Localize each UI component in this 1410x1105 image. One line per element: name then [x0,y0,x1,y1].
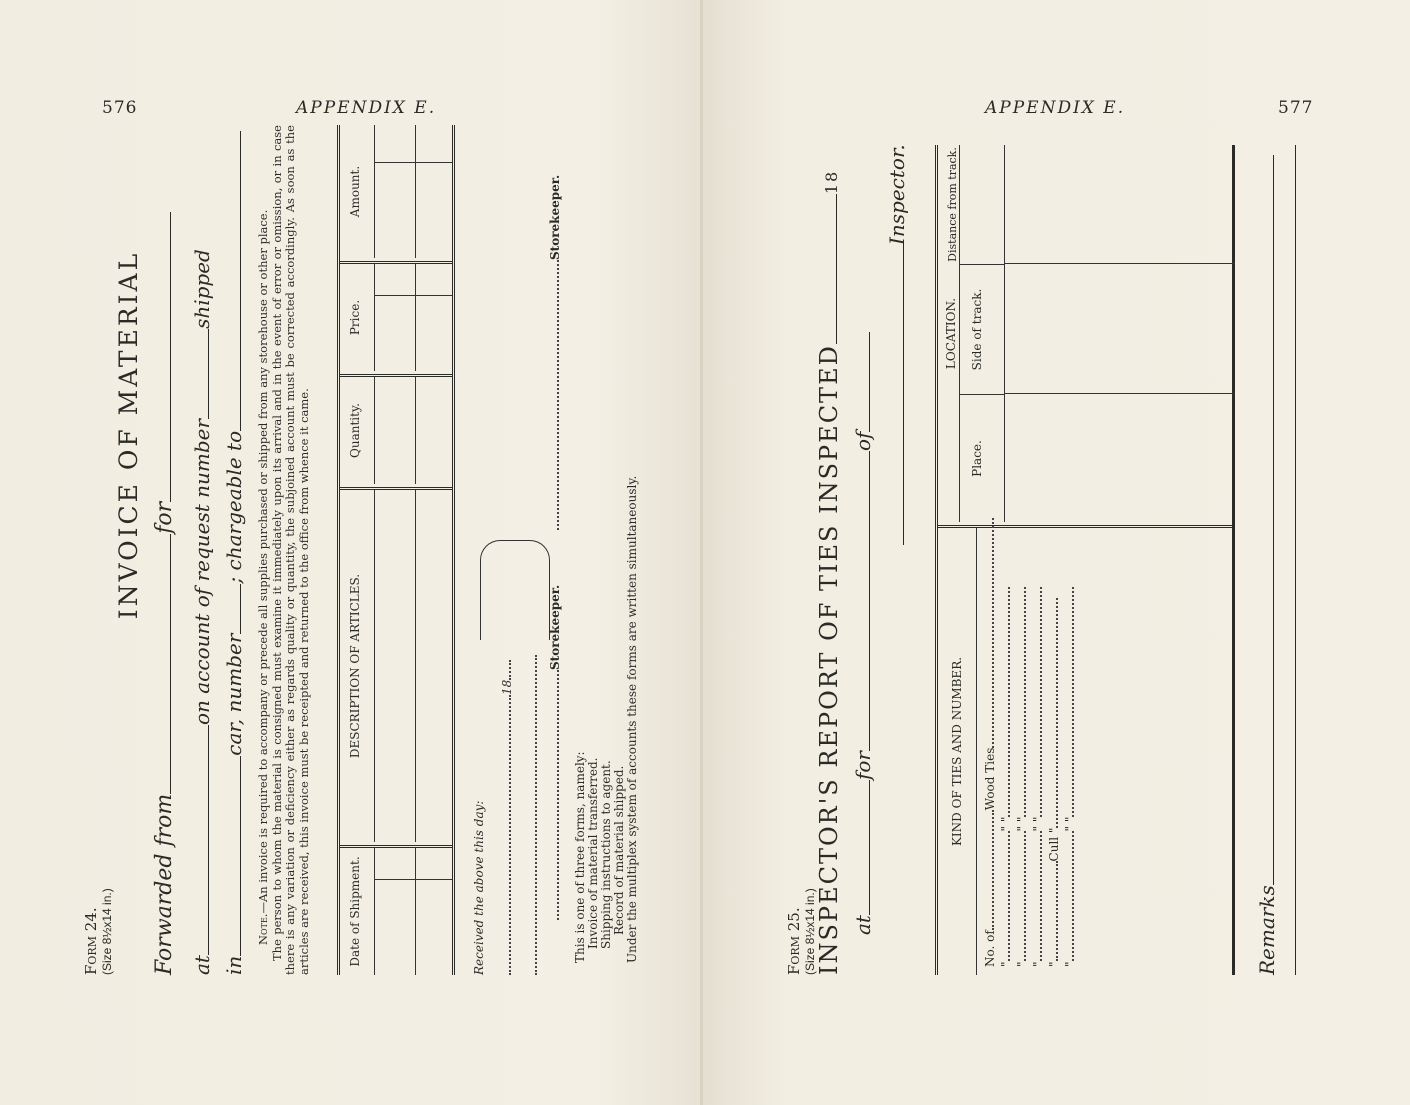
forwarded-from-label: Forwarded from [152,793,177,975]
brace [480,540,550,640]
location-header: LOCATION. [938,145,960,522]
col-amount: Amount. [348,165,362,218]
of-field[interactable] [852,332,870,432]
received-label: Received the above this day: [472,800,486,975]
received-sign-line[interactable] [522,655,541,975]
inspector-field[interactable] [886,245,904,545]
in-row [222,131,246,975]
at-label: at [190,955,214,975]
at-for-of-row: atforof [851,332,875,935]
form-number: Form 24. [82,907,100,975]
form-number: Form 25. [785,907,803,975]
in-field[interactable] [223,756,241,956]
note-lead: Note. [256,913,270,945]
col-quantity: Quantity. [348,403,362,458]
left-page [0,0,703,1105]
col-description: DESCRIPTION OF ARTICLES. [348,573,362,759]
remarks-field-2[interactable] [1295,145,1296,975]
for-field[interactable] [852,451,870,751]
note-text-1: —An invoice is required to accompany or precede all supplies purchased or shipped from any storehouse or other place. [256,209,270,914]
car-number-label: car, number [222,633,246,756]
on-account-label: on account of request number [190,418,214,726]
col-date: Date of Shipment. [348,856,362,967]
car-number-field[interactable] [223,584,241,634]
in-label: in [222,955,246,975]
forwarded-from-field[interactable] [153,534,171,794]
at-field[interactable] [852,780,870,915]
footnote: This is one of three forms, namely: Invoice of material transferred. Shipping instructions to agent. Record of material shipped. Under the multiplex system of accounts these forms are written simultaneously. [573,475,639,963]
invoice-table [337,125,455,975]
page-number: 577 [1278,98,1314,118]
note-text-2: The person to whom the material is consigned must examine it immediately upon its arrival and in the event of error or omission, or in case there is any variation or deficiency either as regards quality or quantity, the subjoined account must be corrected accordingly. As soon as the articles are received, this invoice must be receipted and returned to the office from whence it came. [269,125,311,975]
forwarded-from-row [152,212,177,975]
inspector-row: Inspector. [885,144,909,545]
remarks-field[interactable] [1256,155,1274,885]
ties-rows [982,518,1078,967]
note [257,125,311,975]
ties-row[interactable]: "" " [1062,518,1078,967]
ties-row[interactable]: "Cull " [1046,518,1062,967]
ties-row[interactable]: No. ofWood Ties [982,518,998,967]
storekeeper-label-1: Storekeeper. [548,584,562,670]
kind-header: KIND OF TIES AND NUMBER. [950,656,964,847]
running-head: APPENDIX E. [296,98,437,118]
chargeable-to-field[interactable] [223,131,241,431]
at-row [190,249,214,975]
ties-row[interactable]: "" " [1030,518,1046,967]
ties-row[interactable]: "" " [1014,518,1030,967]
at-field[interactable] [191,725,209,955]
title-row: INSPECTOR'S REPORT OF TIES INSPECTED18 [815,169,843,975]
page-number: 576 [102,98,138,118]
col-place: Place. [970,440,984,477]
form-24 [82,125,662,975]
for-field[interactable] [153,212,171,502]
for-label: for [152,501,177,534]
storekeeper-label-2: Storekeeper. [548,174,562,260]
chargeable-to-label: ; chargeable to [222,430,246,584]
storekeeper-line-2[interactable] [544,175,563,530]
running-head: APPENDIX E. [985,98,1126,118]
shipped-label: shipped [190,249,214,329]
form-size: (Size 8½x14 in.) [100,888,114,975]
request-number-field[interactable] [191,329,209,419]
form-25 [785,145,1325,975]
remarks-label: Remarks [1255,885,1279,975]
ties-row[interactable]: "" " [998,518,1014,967]
remarks-row [1255,155,1279,975]
form-title: INSPECTOR'S REPORT OF TIES INSPECTED [815,344,843,975]
form-title: INVOICE OF MATERIAL [114,250,143,620]
date-field[interactable] [815,194,837,344]
col-side-of-track: Side of track. [970,288,984,371]
ties-table [935,145,1235,975]
form-size: (Size 8½x14 in.) [803,888,817,975]
col-price: Price. [348,299,362,336]
right-page [703,0,1410,1105]
received-date-line[interactable]: 18 [496,660,515,975]
col-distance-from-track: Distance from track. [946,147,959,262]
